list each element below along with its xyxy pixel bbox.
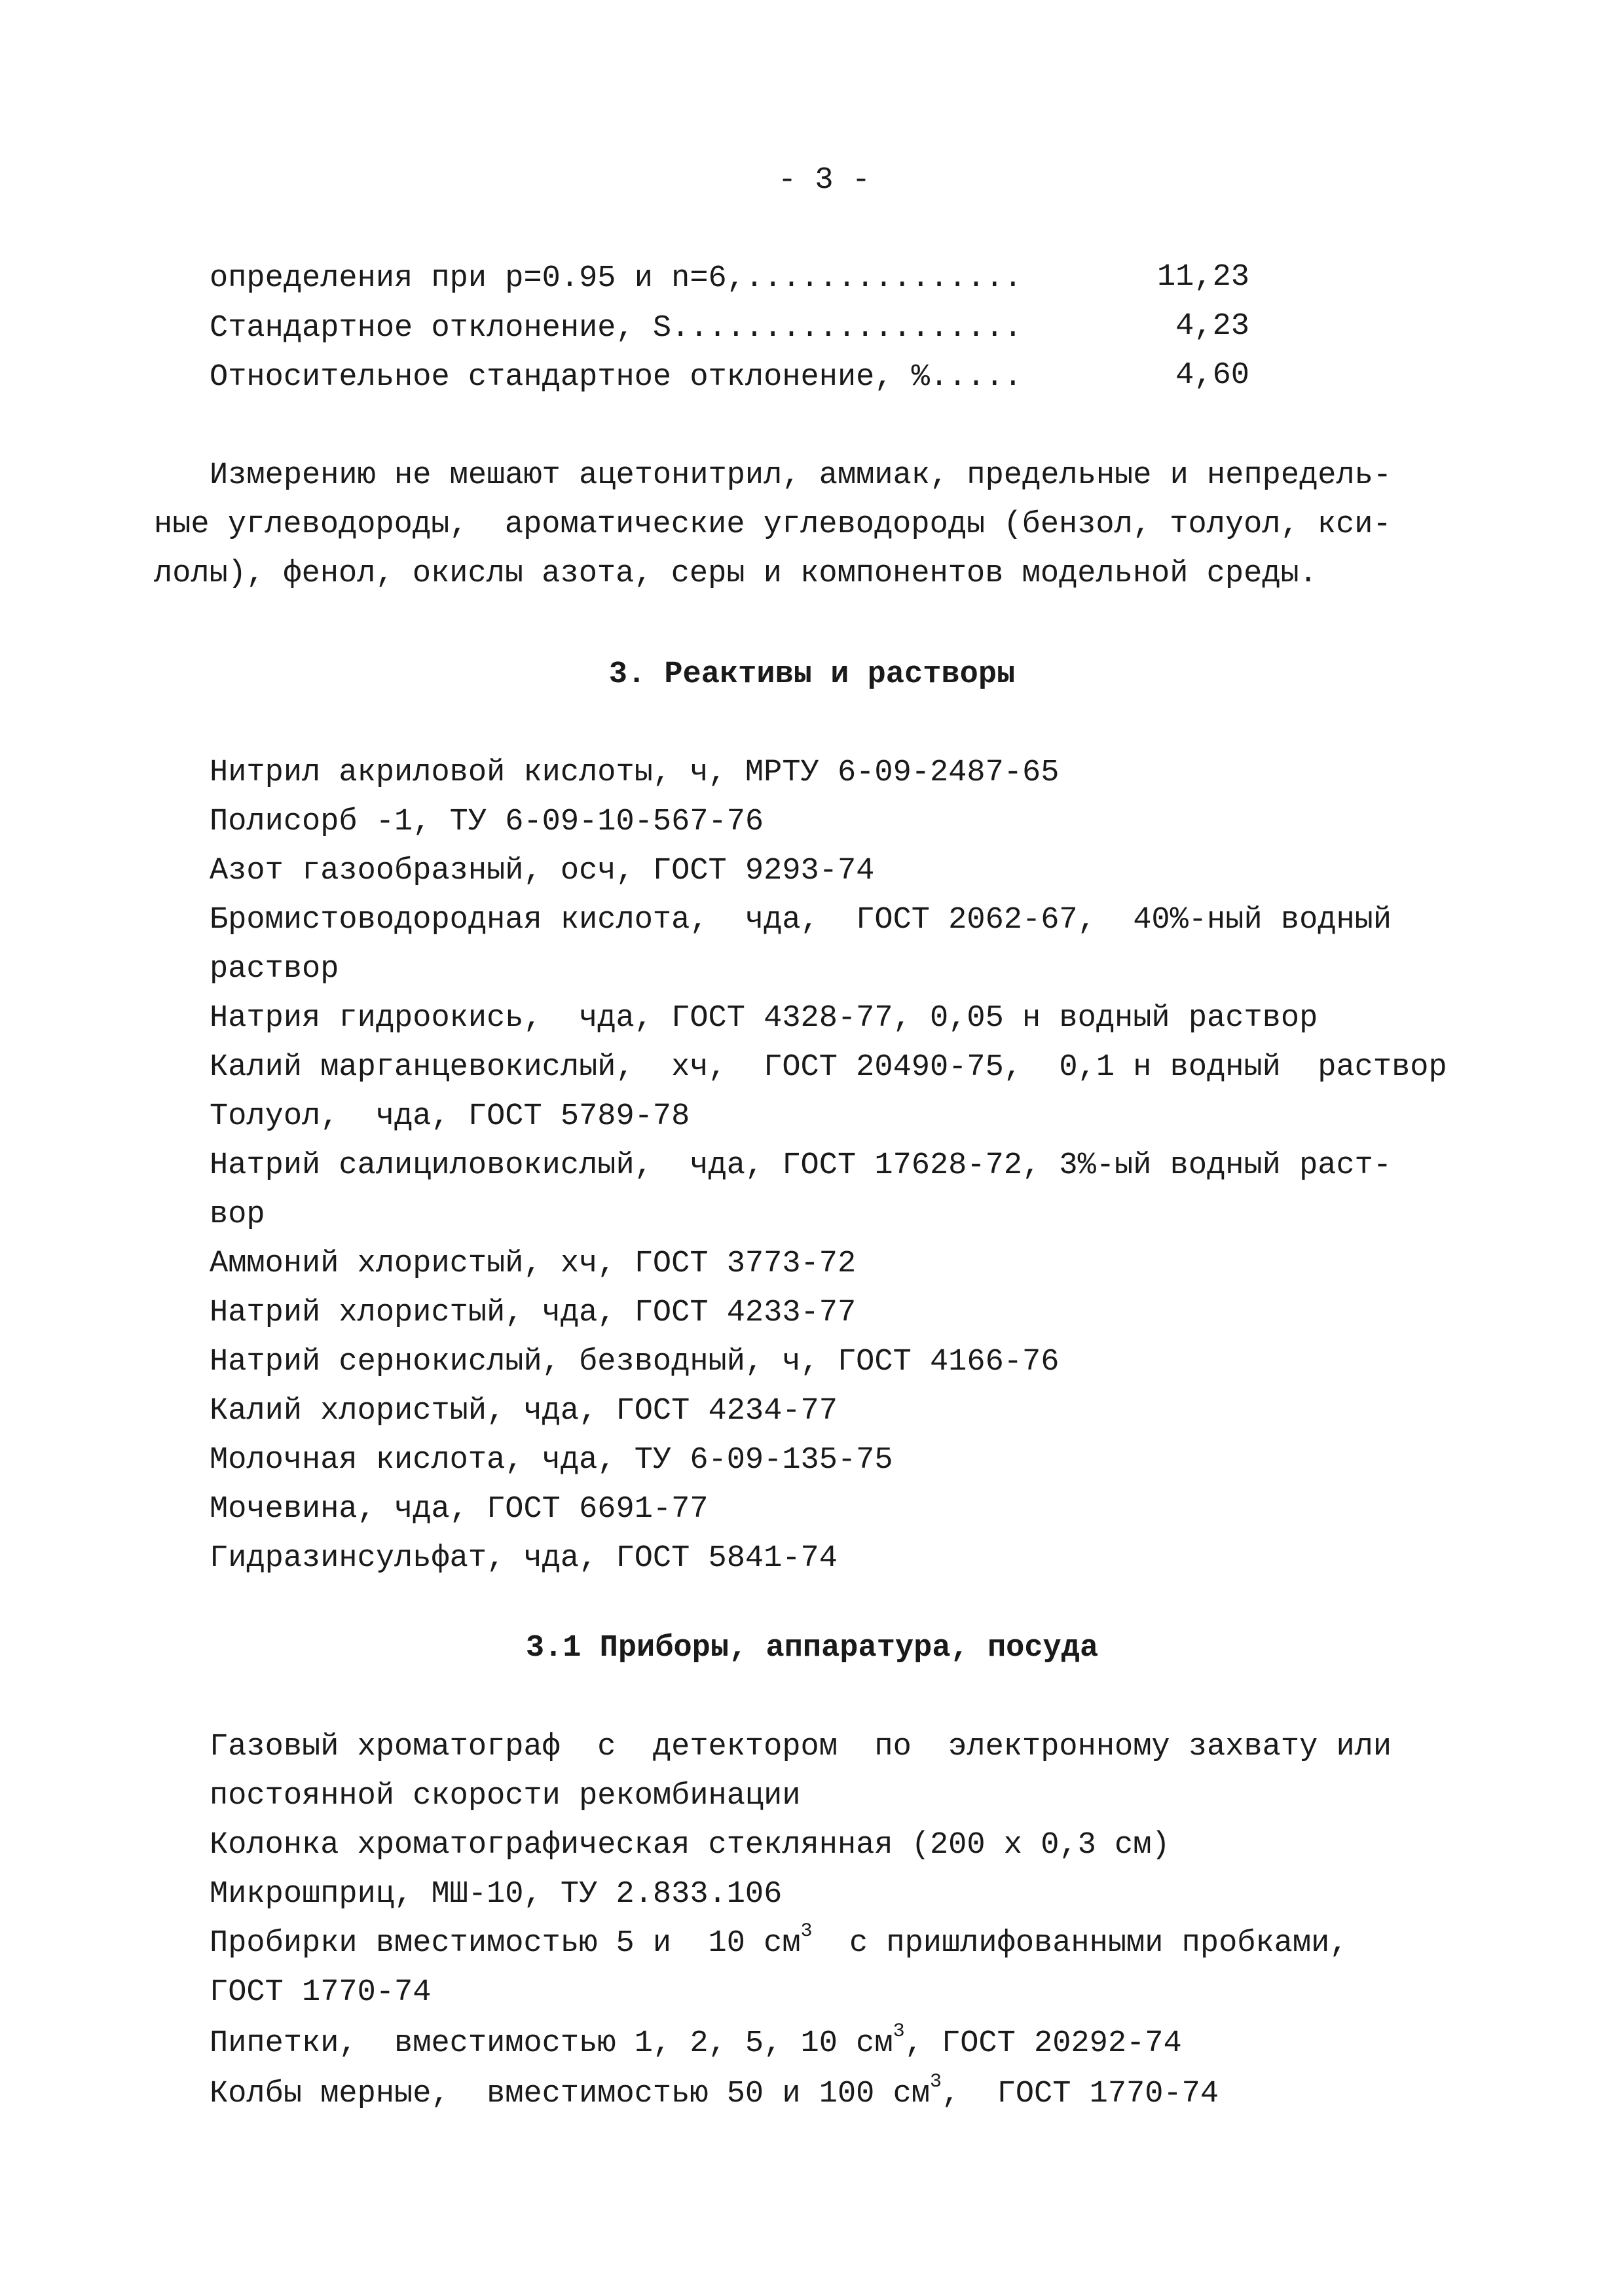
- stat-label: Относительное стандартное отклонение, %.....: [210, 360, 1023, 395]
- section-heading: 3.1 Приборы, аппаратура, посуда: [525, 1631, 1099, 1666]
- stat-label: определения при p=0.95 и n=6,...............: [210, 261, 1023, 296]
- reagent-line: Бромистоводородная кислота, чда, ГОСТ 2062-67, 40%-ный водный: [210, 903, 1392, 938]
- equipment-line: [210, 1920, 1348, 1961]
- equipment-line: Микрошприц, МШ-10, ТУ 2.833.106: [210, 1877, 783, 1912]
- reagent-line: вор: [210, 1197, 265, 1232]
- reagent-line: Азот газообразный, осч, ГОСТ 9293-74: [210, 854, 875, 888]
- reagent-line: Натрий сернокислый, безводный, ч, ГОСТ 4166-76: [210, 1345, 1060, 1379]
- equipment-line: [210, 2071, 1219, 2111]
- stat-value: 4,60: [1175, 358, 1249, 393]
- section-heading: 3. Реактивы и растворы: [608, 657, 1016, 692]
- reagent-line: Мочевина, чда, ГОСТ 6691-77: [210, 1492, 709, 1527]
- stat-value: 11,23: [1156, 260, 1249, 295]
- paragraph-line: лолы), фенол, окислы азота, серы и компонентов модельной среды.: [154, 556, 1318, 591]
- equipment-text: , ГОСТ 1770-74: [942, 2077, 1219, 2111]
- paragraph-line: Измерению не мешают ацетонитрил, аммиак, предельные и непредель-: [210, 458, 1392, 493]
- stat-value: 4,23: [1175, 309, 1249, 344]
- superscript: 3: [929, 2071, 942, 2094]
- reagent-line: Натрий хлористый, чда, ГОСТ 4233-77: [210, 1296, 857, 1330]
- equipment-text: Колбы мерные, вместимостью 50 и 100 см: [210, 2077, 930, 2111]
- superscript: 3: [893, 2020, 905, 2043]
- reagent-line: Молочная кислота, чда, ТУ 6-09-135-75: [210, 1443, 893, 1478]
- equipment-line: [210, 2020, 1182, 2061]
- reagent-line: Аммоний хлористый, хч, ГОСТ 3773-72: [210, 1247, 857, 1281]
- equipment-text: Пипетки, вместимостью 1, 2, 5, 10 см: [210, 2026, 893, 2061]
- reagent-line: Калий марганцевокислый, хч, ГОСТ 20490-75, 0,1 н водный раствор: [210, 1050, 1447, 1085]
- superscript: 3: [800, 1920, 813, 1943]
- equipment-line: Газовый хроматограф с детектором по электронному захвату или: [210, 1730, 1392, 1764]
- reagent-line: Натрия гидроокись, чда, ГОСТ 4328-77, 0,05 н водный раствор: [210, 1001, 1318, 1036]
- equipment-line: ГОСТ 1770-74: [210, 1975, 432, 2010]
- equipment-text: , ГОСТ 20292-74: [904, 2026, 1182, 2061]
- stat-label: Стандартное отклонение, S...................: [210, 311, 1023, 346]
- reagent-line: Полисорб -1, ТУ 6-09-10-567-76: [210, 805, 764, 839]
- reagent-line: Калий хлористый, чда, ГОСТ 4234-77: [210, 1394, 838, 1429]
- reagent-line: Гидразинсульфат, чда, ГОСТ 5841-74: [210, 1541, 838, 1576]
- equipment-text: с пришлифованными пробками,: [812, 1926, 1348, 1961]
- reagent-line: Нитрил акриловой кислоты, ч, МРТУ 6-09-2487-65: [210, 756, 1060, 790]
- reagent-line: Толуол, чда, ГОСТ 5789-78: [210, 1099, 690, 1134]
- reagent-line: Натрий салициловокислый, чда, ГОСТ 17628-72, 3%-ый водный раст-: [210, 1148, 1392, 1183]
- equipment-line: постоянной скорости рекомбинации: [210, 1779, 801, 1813]
- page-number: - 3 -: [778, 163, 871, 198]
- equipment-text: Пробирки вместимостью 5 и 10 см: [210, 1926, 801, 1961]
- paragraph-line: ные углеводороды, ароматические углеводороды (бензол, толуол, кси-: [154, 507, 1392, 542]
- reagent-line: раствор: [210, 952, 339, 987]
- equipment-line: Колонка хроматографическая стеклянная (200 х 0,3 см): [210, 1828, 1170, 1863]
